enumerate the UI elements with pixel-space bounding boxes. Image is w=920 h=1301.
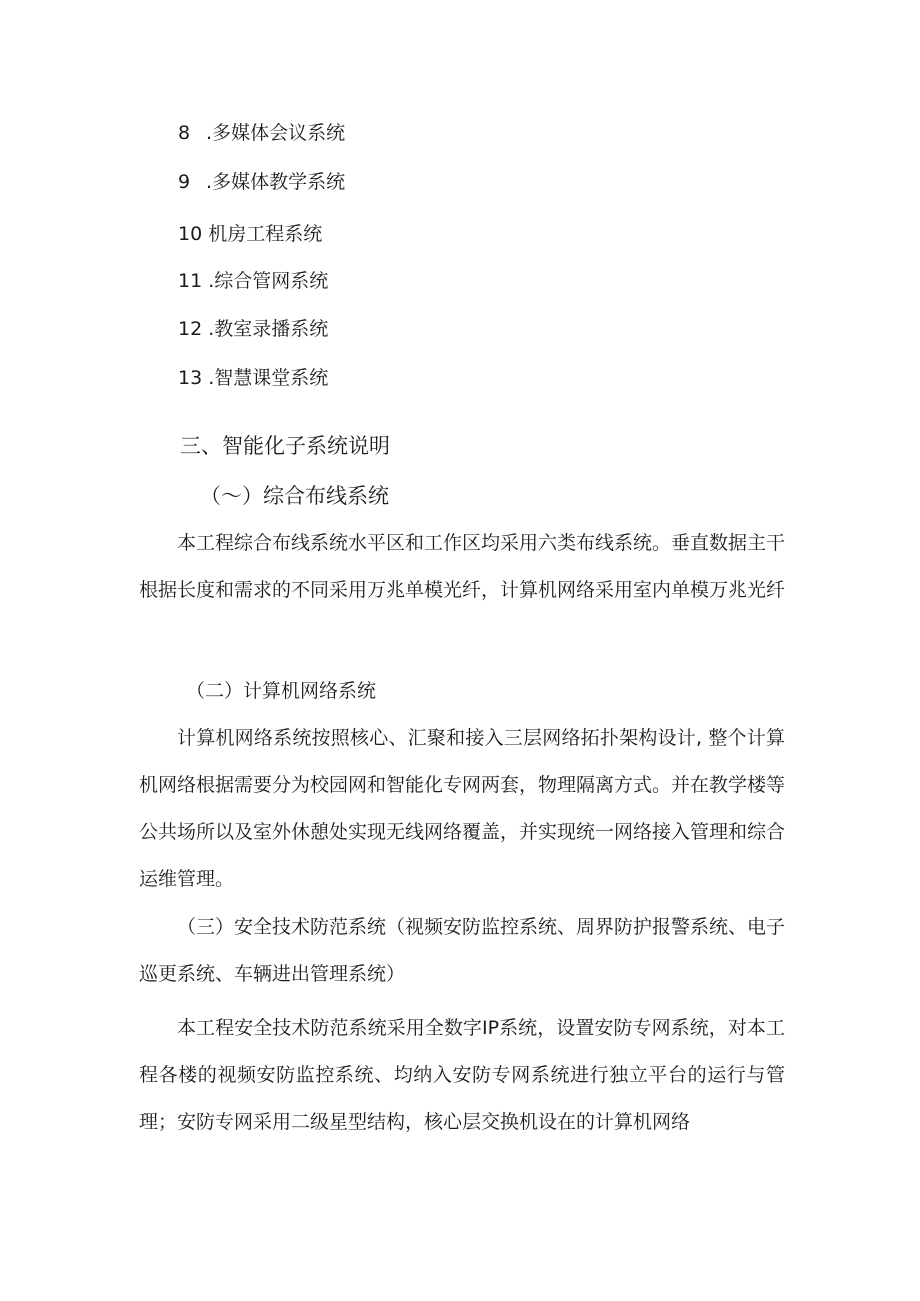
list-text: 综合管网系统 (214, 270, 329, 292)
list-text: 机房工程系统 (208, 223, 323, 245)
paragraph-network: 计算机网络系统按照核心、汇聚和接入三层网络拓扑架构设计, 整个计算机网络根据需要分为校园网和智能化专网两套，物理隔离方式。并在教学楼等公共场所以及室外休憩处实现无线网络覆盖，并实现统一网络接入管理和综合运维管理。 (139, 727, 786, 890)
section-title: 三、智能化子系统说明 (180, 434, 390, 458)
list-number: 8 (178, 122, 191, 144)
list-separator: . (200, 171, 213, 193)
list-separator: . (202, 367, 215, 389)
list-item-11 (178, 269, 328, 293)
list-item-12 (178, 317, 328, 341)
subsection-title-cabling: （〜）综合布线系统 (200, 484, 389, 508)
list-text: 多媒体教学系统 (212, 171, 346, 193)
list-item-13 (178, 366, 328, 390)
list-item-10 (178, 222, 322, 246)
paragraph-cabling: 本工程综合布线系统水平区和工作区均采用六类布线系统。垂直数据主干根据长度和需求的不同采用万兆单模光纤，计算机网络采用室内单模万兆光纤 (139, 532, 786, 601)
paragraph-security: 本工程安全技术防范系统采用全数字IP系统，设置安防专网系统，对本工程各楼的视频安防监控系统、均纳入安防专网系统进行独立平台的运行与管理；安防专网采用二级星型结构，核心层交换机设在的计算机网络 (139, 1017, 785, 1133)
list-number: 13 (178, 367, 203, 389)
subsection-title-security: （三）安全技术防范系统（视频安防监控系统、周界防护报警系统、电子巡更系统、车辆进出管理系统） (139, 916, 786, 985)
list-number: 9 (178, 171, 191, 193)
list-separator: . (200, 122, 213, 144)
list-text: 智慧课堂系统 (214, 367, 329, 389)
list-number: 10 (178, 223, 203, 245)
list-text: 教室录播系统 (214, 318, 329, 340)
list-separator: . (202, 270, 215, 292)
list-item-8 (178, 121, 345, 145)
list-text: 多媒体会议系统 (212, 122, 346, 144)
subsection-title-network: （二）计算机网络系统 (186, 680, 377, 702)
list-separator: . (202, 318, 215, 340)
list-item-9 (178, 170, 345, 194)
list-number: 11 (178, 270, 203, 292)
list-number: 12 (178, 318, 203, 340)
